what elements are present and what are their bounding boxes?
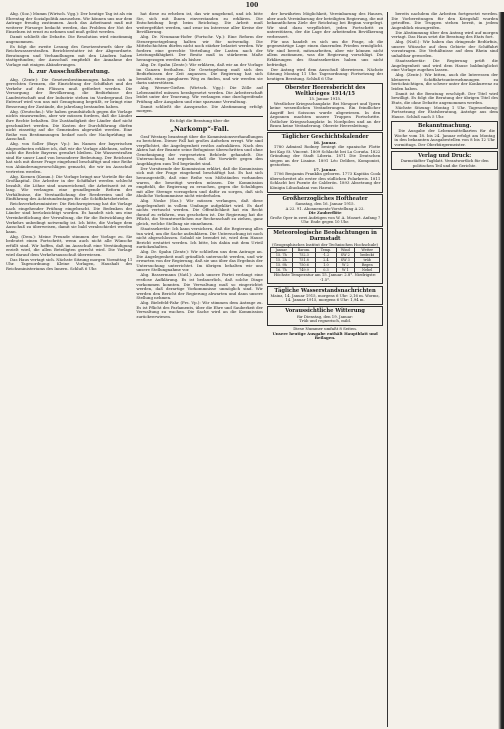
- article-paragraph: Abg. Bielefeld-Fahr (Frs. Vp.): Wir stimmen dem Antrage zu. Es ist Pflicht des Parlaments, über die Ehre und Sauberkeit der Verwaltung zu wachen. Die Sache wird an die Kommission zurückverwiesen.: [136, 300, 263, 319]
- theater-box: [267, 194, 384, 227]
- issue-note-bold: Unsere heutige Ausgabe enthält Hauptblatt und Beilagen.: [272, 330, 378, 341]
- weather-observations-title: Meteorologische Beobachtungen in Darmstadt: [273, 230, 377, 243]
- theater-date: Samstag, den 16. Januar 1915.: [295, 201, 355, 207]
- publisher-title: Verlag und Druck:: [418, 152, 472, 159]
- article-paragraph: Der Antrag wird dem Ausschuß überwiesen. Nächste Sitzung Montag 11 Uhr. Tagesordnung: Fortsetzung der heutigen Beratung. Schluß 6 Uhr.: [266, 66, 384, 81]
- weather-cell: 749.9: [292, 268, 316, 273]
- weather-cell: 15. 2h: [270, 258, 292, 263]
- column-3: [267, 12, 384, 727]
- article-paragraph: bereits nachdem die Arbeiten fortgesetzt werden. Die Vorbereitungen für den Kriegsfall wurden getroffen. Die Truppen stehen bereit, in jedem Augenblick einzugreifen.: [391, 12, 498, 30]
- article-paragraph: Der Vorsitzende der Kommission erklärt, daß die Kommission sich mit der Frage eingehend beschäftigt hat. Es hat sich herausgestellt, daß eine Reihe von Mißständen vorhanden waren, die beseitigt werden müssen. Die Kommission empfiehlt, die Regierung zu ersuchen, gegen die Schuldigen mit aller Strenge vorzugehen und dafür zu sorgen, daß sich ähnliche Vorkommnisse nicht wiederholen.: [136, 165, 263, 199]
- page-edge-shadow: [498, 12, 504, 729]
- divider: [136, 116, 262, 117]
- col2-paragraphs-a: [136, 12, 262, 114]
- article-paragraph: Abg. (Deutschn.): Wir haben grundsätzlich gegen die Vorlage nichts einzuwenden, aber wir müssen fordern, daß die Länder ihre Rechte behalten. Die Zuständigkeit der Länder darf nicht geschmälert werden. Die Kosten der Durchführung dürfen nicht einseitig auf die Gemeinden abgewälzt werden. Eine Reihe von Bestimmungen bedarf noch der Nachprüfung im Ausschuß.: [6, 108, 133, 142]
- weather-cell: 752.3: [292, 253, 316, 258]
- weather-observations-footer: Höchste Temperatur am 15. Januar: 2.8°. Niedrigste: -1.5°.: [273, 272, 377, 282]
- weather-cell: 1.0: [316, 263, 336, 268]
- weather-cell: 15. 7h: [270, 253, 292, 258]
- history-text-2: 1706 Benjamin Franklin geboren. 1773 Kapitän Cook überschreitet als erster den südlichen Polarkreis. 1811 Schlacht bei Puente de Calderón. 1893 Absetzung der Königin Liliuokalani von Hawaii.: [269, 171, 381, 190]
- weather-cell: 15. 9h: [270, 263, 292, 268]
- war-report-title: Oberster Heeresbericht des Weltkrieges 1914/15: [284, 84, 366, 97]
- article-paragraph: Abg. (Soz.) Mumm (Wirtsch. Vgg.): Der heutige Tag ist als ein Ehrentag der Sozialpolitik anzusehen. Wir können uns nur dem Antrage freudig zustimmen. Auch das Arbeitsamt muß mit weiterer Fürsorge bedacht werden, das Problem der Not der Einzelnen ist ernst zu nehmen und muß gelöst werden.: [6, 12, 133, 35]
- article-paragraph: Abg. (Zentr.): Wir bitten, auch die Interessen der kleineren Schiffahrtsunternehmungen zu berücksichtigen, die schwer unter der Konkurrenz zu leiden haben.: [391, 72, 498, 91]
- article-paragraph: der bewährten Möglichkeit, Vereinbarung des Hauses, aber auch Vereinbarung der beteiligten Regierung, die mit bekanntlichem Ziele der Reichstag bei Beginn vorgelegt. Wir sind dazu verpflichtet, jeden Fortschritt zu unterstützen, der die Lage der arbeitenden Bevölkerung verbessert.: [266, 12, 384, 39]
- column-1: [6, 12, 132, 727]
- article-paragraph: Abg. Dr. Spahn (Zentr.): Wir schließen uns dem Antrage an. Die Angelegenheit muß gründlich untersucht werden, und wir erwarten von der Regierung, daß sie uns über das Ergebnis der Untersuchung unterrichtet. Im übrigen behalten wir uns unsere Stellungnahme vor.: [136, 249, 263, 273]
- article-paragraph: Staatssekretär: Die Regierung prüft die Angelegenheit und wird dem Hause baldmöglichst eine Vorlage zugehen lassen.: [391, 57, 498, 73]
- columns: [6, 12, 498, 727]
- publisher-box: [391, 151, 498, 170]
- page-number: 100: [245, 2, 259, 9]
- weather-cell: SW 3: [336, 258, 354, 263]
- weather-table: [270, 247, 381, 273]
- table-row: [270, 253, 380, 258]
- article-paragraph: Abg. (Zentr.): Die Gesetzesbestimmungen halten sich in gerechten Grenzen, die Einrichtung der Schiffahrt und der Verkehr auf den Flüssen muß gefördert werden. Die Versorgung der Bevölkerung, die Bedürfnisse der Landwirtschaft und der Industrie stehen im Vordergrund. Der Entwurf wird von uns mit Genugtuung begrüßt, er bringt eine Besserung der Zustände, die jahrelang bestanden haben.: [6, 76, 133, 109]
- weather-cell: SW 2: [336, 253, 354, 258]
- col1-paragraphs-a: [6, 12, 132, 68]
- article-paragraph: Die Abstimmung über den Antrag wird auf morgen vertagt. Das Haus setzt die Beratung des Etats fort.: [391, 29, 498, 40]
- weather-header-cell: Januar: [270, 248, 292, 253]
- war-report-text: Westlicher Kriegsschauplatz: Bei Nieuport und Ypern keine wesentlichen Veränderungen. Ein feindlicher Angriff bei Soissons wurde abgewiesen. In den Argonnen machten unsere Truppen Fortschritte. Östlicher Kriegsschauplatz: In Nordpolen und an der Bzura keine Veränderung. Oberste Heeresleitung.: [269, 100, 381, 129]
- notice-title: Bekanntmachung.: [418, 123, 472, 130]
- article-paragraph: Abg. Dr. Spahn (Zentr.): Wir erklären, daß wir an der Vorlage im Ganzen festhalten. Die Gesetzgebung muß sich den Bedürfnissen der Zeit anpassen. Die Regierung hat sich bemüht, einen gangbaren Weg zu finden, und wir werden sie darin unterstützen.: [136, 62, 263, 86]
- weather-cell: trüb: [354, 258, 379, 263]
- weather-cell: 750.6: [292, 263, 316, 268]
- weather-header-cell: Wetter: [354, 248, 379, 253]
- history-calendar-box: [267, 132, 384, 192]
- forecast-title: Voraussichtliche Witterung: [285, 308, 365, 315]
- forecast-sub: für Dienstag, den 19. Januar:: [297, 313, 354, 319]
- article-paragraph: Graf Westarp beantragt über die Kommissionsverhandlungen zu berichten. Dieser Fall hat großes Aufsehen erregt. Wir sind verpflichtet, die Angelegenheit restlos aufzuklären. Nach den Akten hat der Beamte seine Befugnisse überschritten und ohne Genehmigung der vorgesetzten Behörde gehandelt. Die Untersuchung hat ergeben, daß die Vorwürfe gegen den Angeklagten zum Teil begründet sind.: [136, 133, 263, 166]
- column-2: [136, 12, 262, 727]
- article-paragraph: Damit schließt die Aussprache. Die Abstimmung erfolgt morgen.: [136, 103, 263, 114]
- article-paragraph: Staatssekretär: Ich kann versichern, daß die Regierung alles tun wird, um die Sache aufzuklären. Die Untersuchung ist noch nicht abgeschlossen. Sobald sie beendet ist, wird dem Hause Bericht erstattet werden. Ich bitte, bis dahin mit dem Urteil zurückzuhalten.: [136, 226, 263, 250]
- water-level-box: [267, 286, 384, 305]
- notice-text: Die Ausgabe der Lebensmittelkarten für die Woche vom 18. bis 24. Januar erfolgt am Montag in den bekannten Ausgabestellen von 8 bis 12 Uhr vormittags. Der Oberbürgermeister.: [394, 128, 495, 147]
- forecast-box: [267, 306, 384, 325]
- article-paragraph: Abg. (Dem.): Meine Freunde stimmen der Vorlage zu. Sie bedeutet einen Fortschritt, wenn auch nicht alle Wünsche erfüllt sind. Wir hoffen, daß im Ausschuß eine Verständigung erzielt wird, die allen Beteiligten gerecht wird. Die Vorlage wird darauf dem Verkehrsausschuß überwiesen.: [6, 233, 133, 257]
- col3-paragraphs: [267, 12, 384, 81]
- water-level-text: Mainz, 14. Januar 1915, morgens 6 Uhr: 2,16 m. Worms, 14. Januar 1915, morgens 6 Uhr: 1,94 m.: [270, 292, 380, 303]
- forecast-text: Trüb und regnerisch, mild.: [299, 318, 351, 324]
- weather-cell: 0.3: [316, 268, 336, 273]
- weather-cell: Regen: [354, 263, 379, 268]
- col1-heading: h. zur Ausschußberatung.: [28, 69, 110, 76]
- weather-observations-sub: (Geographisches Institut der Technischen Hochschule): [272, 241, 378, 247]
- article-paragraph: Nächste Sitzung: Montag 1 Uhr. Tagesordnung: Fortsetzung der Etatsberatung, Anträge aus dem Hause. Schluß nach 5 Uhr.: [391, 104, 498, 120]
- col4-paragraphs: [391, 12, 498, 120]
- issue-note: Diese Nummer umfaßt 8 Seiten.: [293, 326, 357, 332]
- col2-subheading: Es folgt die Beratung über die: [169, 118, 230, 124]
- history-date-1: 16. Januar.: [313, 139, 337, 145]
- col1-paragraphs-b: [6, 78, 132, 272]
- history-calendar-title: Täglicher Geschichtskalender: [281, 134, 369, 141]
- history-date-2: 17. Januar.: [313, 166, 337, 172]
- theater-text: Große Oper in zwei Aufzügen von W. A. Mozart. Anfang 7 Uhr. Ende gegen 10 Uhr.: [269, 214, 381, 225]
- article-paragraph: hat diese zu erheben ist, das wir umgehend, und ich bitte Sie, sich mit Ihnen einverstanden zu erklären. Die Entscheidung liegt beim Reichstag. Die Arbeit muß weitergeführt werden, und zwar im Interesse aller Kreise der Bevölkerung.: [136, 12, 263, 35]
- article-paragraph: Das Haus vertagt sich. Nächste Sitzung morgen Vormittag 11 Uhr. Tagesordnung: Kleine Vorlagen, Haushalt des Reichsministeriums des Innern. Schluß 6 Uhr.: [6, 256, 133, 271]
- war-report-date: 15. Januar 1915.: [309, 96, 342, 102]
- theater-abonnement: A 22. 91. Abonnements-Vorstellung A 22.: [285, 205, 365, 211]
- article-paragraph: Es folgt die zweite Lesung des Gesetzentwurfs über die Reichswasserstraßen. Berichterstatter ist der Abgeordnete. Beratungen und Verhandlungen mit den Ländern haben stattgefunden; der Ausschuß empfiehlt die Annahme der Vorlage mit einigen Abänderungen.: [6, 43, 133, 68]
- col2-paragraphs-b: [136, 135, 262, 320]
- weather-header-cell: Wind: [336, 248, 354, 253]
- weather-cell: W 2: [336, 263, 354, 268]
- article-paragraph: Für uns handelt es sich um die Frage, ob die gegenwärtige Lage einen dauernden Frieden ermöglicht. Wir sind bereit, mitzuarbeiten, aber wir können nicht allem zustimmen, was die Regierung vorschlägt. Die Erklärungen des Staatssekretärs haben uns nicht befriedigt.: [266, 38, 384, 67]
- water-level-title: Tägliche Wasserstandsnachrichten: [274, 287, 376, 294]
- weather-cell: 2.4: [316, 258, 336, 263]
- weather-header-cell: Temp.: [316, 248, 336, 253]
- weather-cell: bedeckt: [354, 253, 379, 258]
- weather-cell: 751.8: [292, 258, 316, 263]
- article-paragraph: Abg. Dr. Neumann-Hofer (Fortschr. Vp.): Eine Reform der Steuergesetzgebung halten wir für notwendig. Die Mittelschichten dürfen nicht noch stärker belastet werden. Wir fordern eine gerechte Verteilung der Lasten nach der Leistungsfähigkeit. Der Besitz muß in stärkerem Maße herangezogen werden als bisher.: [136, 34, 263, 62]
- theater-title: Großherzogliches Hoftheater: [282, 196, 368, 203]
- history-text-1: 1780 Admiral Rodney besiegt die spanische Flotte bei Kap St. Vincent. 1809 Schlacht bei La Coruña. 1822 Gründung der Stadt Liberia. 1871 Die Deutschen siegen an der Lisaine. 1891 Léo Delibes, Komponist, gestorben.: [269, 144, 381, 168]
- article-paragraph: Damit ist die Beratung erschöpft. Der Titel wird bewilligt. Es folgt die Beratung der übrigen Titel des Etats, die ohne Debatte angenommen werden.: [391, 90, 498, 105]
- publisher-text: Darmstädter Tagblatt. Verantwortlich für den politischen Teil und die Gerichte.: [400, 158, 489, 168]
- notice-box: [391, 121, 498, 149]
- article-paragraph: Abg. Bassermann (Natl.): Auch unsere Partei verlangt eine restlose Aufklärung. Es ist bedauerlich, daß solche Dinge vorkommen konnten. Die Verwaltung muß so eingerichtet werden, daß derartige Vorkommnisse unmöglich sind. Wir werden den Bericht der Regierung abwarten und dann unsere Stellung nehmen.: [136, 272, 263, 301]
- weather-cell: 16. 7h: [270, 268, 292, 273]
- article-paragraph: Abg. Koenen (Komm.): Die Vorlage bringt nur Vorteile für das Großkapital. Die Arbeiter in der Schiffahrt werden schlecht bezahlt, die Löhne sind unzureichend, die Arbeitszeit ist zu lang. Wir verlangen eine grundlegende Reform der Verhältnisse, die Verstaatlichung der Reedereien und die Einführung des Achtstundentages für alle Schiffahrtsbetriebe.: [6, 173, 133, 202]
- war-report-box: [267, 83, 384, 131]
- article-paragraph: Damit schließt die Debatte. Die Resolution wird einstimmig angenommen.: [6, 34, 133, 44]
- weather-cell: -1.2: [316, 253, 336, 258]
- article-paragraph: Abg. von Soller (Bayr. Vp.): Im Namen der bayerischen Abgeordneten erkläre ich, daß wir die Vorlage ablehnen, sofern nicht die Rechte Bayerns gewahrt bleiben. Die Wasserstraßen sind für unser Land von besonderer Bedeutung. Der Reichsrat hat sich mit dieser Frage eingehend beschäftigt und eine Reihe von Abänderungsvorschlägen gemacht, die wir im Ausschuß vertreten werden.: [6, 141, 133, 174]
- article-paragraph: Abg. Werner-Gießen (Wirtsch. Vgg.): Die Zölle auf Lebensmittel müssen herabgesetzt werden. Die Arbeiterschaft leidet unter der Teuerung. Wir verlangen eine durchgreifende Prüfung aller Ausgaben und eine sparsame Verwaltung.: [136, 85, 263, 104]
- article-paragraph: Abg. Noske (Soz.): Wir müssen verlangen, daß diese Angelegenheit in vollem Umfange aufgeklärt wird. Es darf nichts vertuscht werden. Die Öffentlichkeit hat ein Recht darauf zu erfahren, was geschehen ist. Die Regierung hat die Pflicht, die Verantwortlichen zur Rechenschaft zu ziehen, ganz gleich, welche Stellung sie einnehmen.: [136, 198, 263, 226]
- table-row: [270, 263, 380, 268]
- theater-play: Die Zauberflöte: [308, 210, 342, 216]
- article-paragraph: Abg. (Natl.): Wir haben das dringende Bedürfnis, unsere Wünsche auf dem Gebiete der Schiffahrt vorzutragen. Die Verhältnisse auf dem Rhein sind unhaltbar geworden.: [391, 39, 498, 58]
- column-4: [387, 12, 498, 727]
- weather-header-cell: Barom.: [292, 248, 316, 253]
- weather-observations-box: [267, 228, 384, 284]
- col2-main-heading: „Narkomp“-Fall.: [170, 125, 229, 134]
- table-row: [270, 258, 380, 263]
- weather-cell: Nebel: [354, 268, 379, 273]
- weather-cell: W 1: [336, 268, 354, 273]
- article-paragraph: Reichsverkehrsminister: Die Reichsregierung hat die Vorlage nach eingehender Prüfung eingebracht. Die Bedenken der Länder sind berücksichtigt worden. Es handelt sich um eine Vereinheitlichung der Verwaltung, die für die Entwicklung des Verkehrs unbedingt notwendig ist. Ich bitte, die Vorlage dem Ausschuß zu überweisen, damit sie bald verabschiedet werden kann.: [6, 201, 133, 234]
